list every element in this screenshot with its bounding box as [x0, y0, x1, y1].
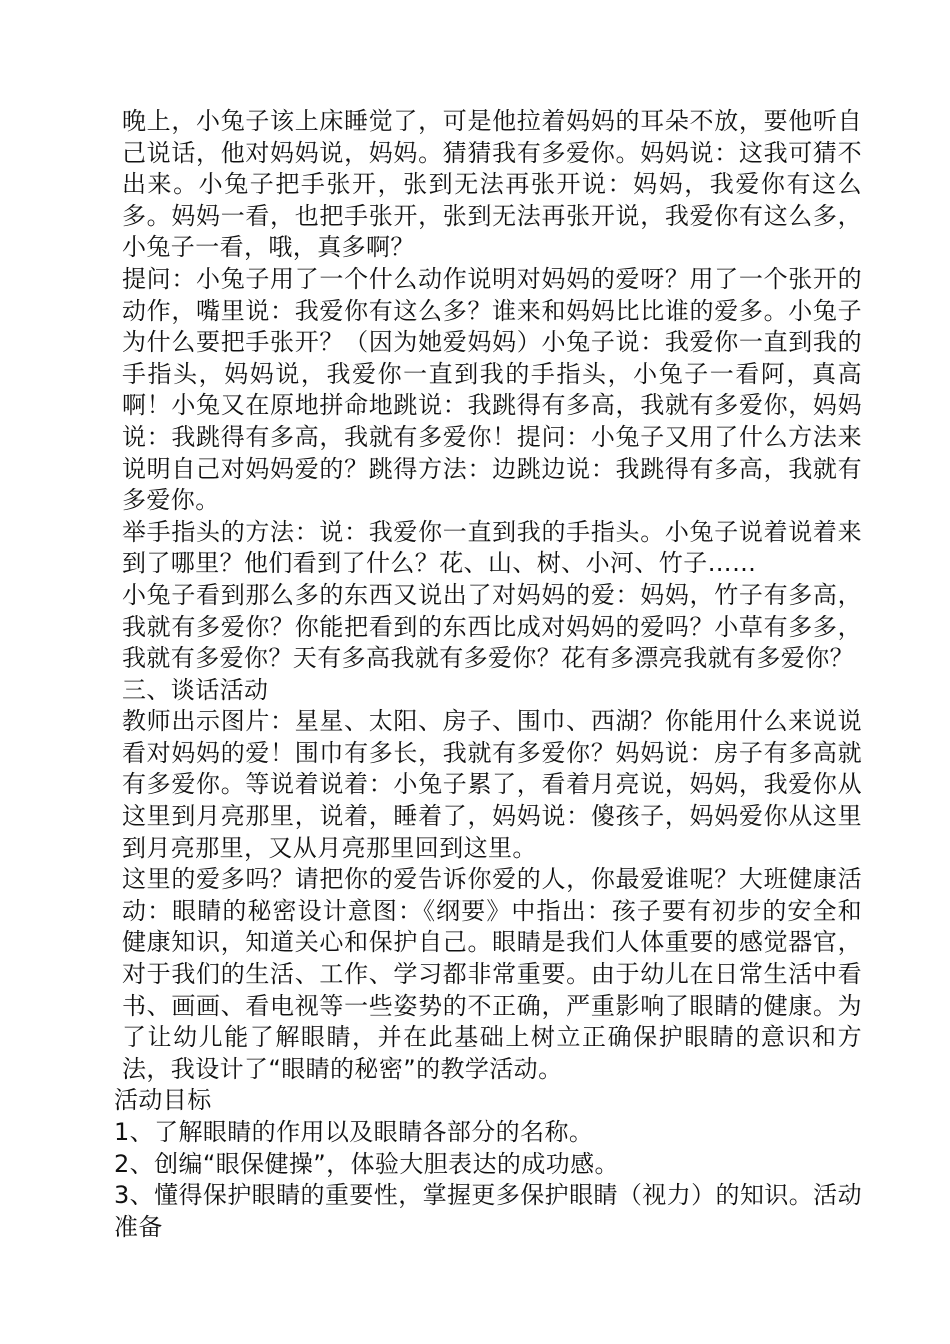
goal-item-3: 3、懂得保护眼睛的重要性，掌握更多保护眼睛（视力）的知识。活动准备	[114, 1181, 862, 1241]
section-heading-talk-activity: 三、谈话活动	[122, 675, 269, 704]
document-body	[114, 106, 862, 1243]
paragraph-teacher-pictures: 教师出示图片：星星、太阳、房子、围巾、西湖？你能用什么来说说看对妈妈的爱！围巾有多长，我就有多爱你？妈妈说：房子有多高就有多爱你。等说着说着：小兔子累了，看着月亮说，妈妈，我爱你从这里到月亮那里，说着，睡着了，妈妈说：傻孩子，妈妈爱你从这里到月亮那里，又从月亮那里回到这里。	[122, 707, 862, 862]
paragraph-eye-secret-design: 这里的爱多吗？请把你的爱告诉你爱的人，你最爱谁呢？大班健康活动：眼睛的秘密设计意图：《纲要》中指出：孩子要有初步的安全和健康知识，知道关心和保护自己。眼睛是我们人体重要的感觉器官，对于我们的生活、工作、学习都非常重要。由于幼儿在日常生活中看书、画画、看电视等一些姿势的不正确，严重影响了眼睛的健康。为了让幼儿能了解眼睛，并在此基础上树立正确保护眼睛的意识和方法，我设计了“眼睛的秘密”的教学活动。	[122, 865, 862, 1083]
paragraph-story-opening: 晚上，小兔子该上床睡觉了，可是他拉着妈妈的耳朵不放，要他听自己说话，他对妈妈说，妈妈。猜猜我有多爱你。妈妈说：这我可猜不出来。小兔子把手张开，张到无法再张开说：妈妈，我爱你有这么多。妈妈一看，也把手张开，张到无法再张开说，我爱你有这么多，小兔子一看，哦，真多啊？	[122, 107, 862, 262]
paragraph-finger-method: 举手指头的方法：说：我爱你一直到我的手指头。小兔子说着说着来到了哪里？他们看到了什么？花、山、树、小河、竹子……	[122, 517, 862, 578]
heading-activity-goals: 活动目标	[114, 1086, 212, 1115]
paragraph-question-gesture: 提问：小兔子用了一个什么动作说明对妈妈的爱呀？用了一个张开的动作，嘴里说：我爱你有这么多？谁来和妈妈比比谁的爱多。小兔子为什么要把手张开？（因为她爱妈妈）小兔子说：我爱你一直到我的手指头，妈妈说，我爱你一直到我的手指头，小兔子一看阿，真高啊！小兔又在原地拼命地跳说：我跳得有多高，我就有多爱你，妈妈说：我跳得有多高，我就有多爱你！提问：小兔子又用了什么方法来说明自己对妈妈爱的？跳得方法：边跳边说：我跳得有多高，我就有多爱你。	[122, 264, 862, 515]
goal-item-1: 1、了解眼睛的作用以及眼睛各部分的名称。	[114, 1118, 594, 1146]
goal-item-2: 2、创编“眼保健操”，体验大胆表达的成功感。	[114, 1149, 619, 1178]
paragraph-bamboo-love: 小兔子看到那么多的东西又说出了对妈妈的爱：妈妈，竹子有多高，我就有多爱你？你能把看到的东西比成对妈妈的爱吗？小草有多多，我就有多爱你？天有多高我就有多爱你？花有多漂亮我就有多爱你？	[122, 580, 862, 673]
